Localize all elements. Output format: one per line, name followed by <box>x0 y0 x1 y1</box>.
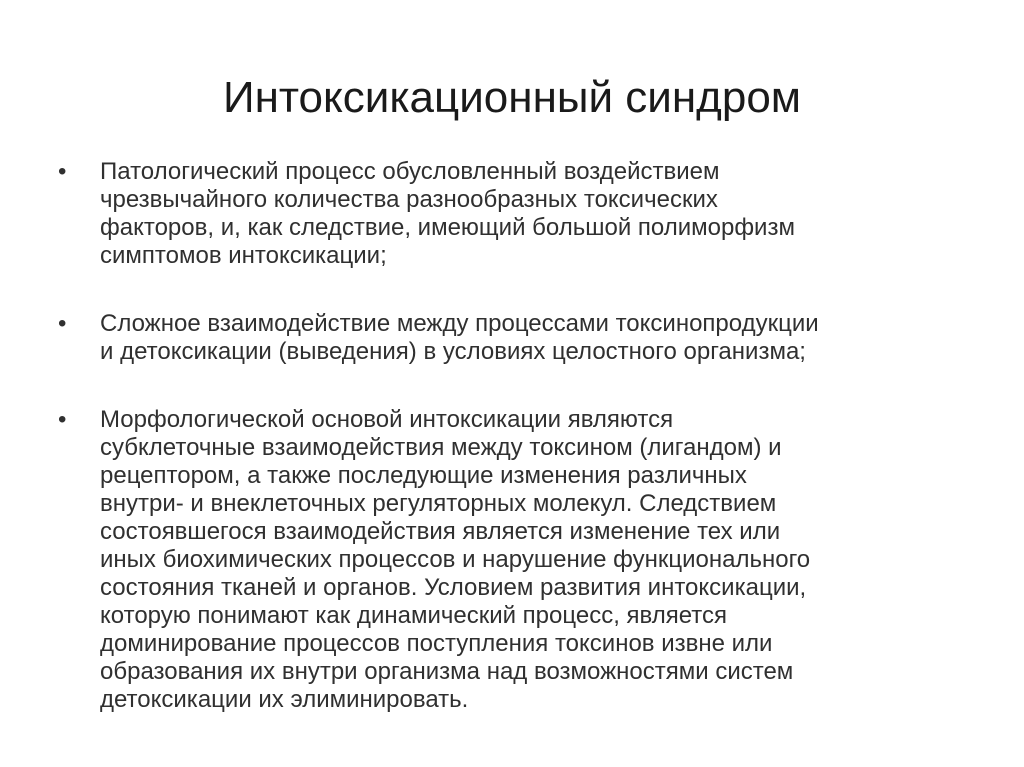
bullet-dot-icon: • <box>58 406 67 433</box>
bullet-item <box>58 406 978 714</box>
bullet-item <box>58 310 978 366</box>
bullet-dot-icon: • <box>58 158 67 185</box>
bullet-text: Патологический процесс обусловленный воздействием чрезвычайного количества разнообразных токсических факторов, и, как следствие, имеющий большой полиморфизм симптомов интоксикации; <box>100 158 795 269</box>
bullet-item <box>58 158 978 270</box>
bullet-text: Морфологической основой интоксикации являются субклеточные взаимодействия между токсином (лигандом) и рецептором, а также последующие изменения различных внутри- и внеклеточных регуляторных молекул. Следствием состоявшегося взаимодействия является изменение тех или иных биохимических процессов и нарушение функционального состояния тканей и органов. Условием развития интоксикации, которую понимают как динамический процесс, является доминирование процессов поступления токсинов извне или образования их внутри организма над возможностями систем детоксикации их элиминировать. <box>100 406 811 713</box>
bullet-dot-icon: • <box>58 310 67 337</box>
bullet-list <box>58 158 978 714</box>
bullet-text: Сложное взаимодействие между процессами токсинопродукции и детоксикации (выведения) в условиях целостного организма; <box>100 310 819 365</box>
slide-title: Интоксикационный синдром <box>222 73 802 122</box>
